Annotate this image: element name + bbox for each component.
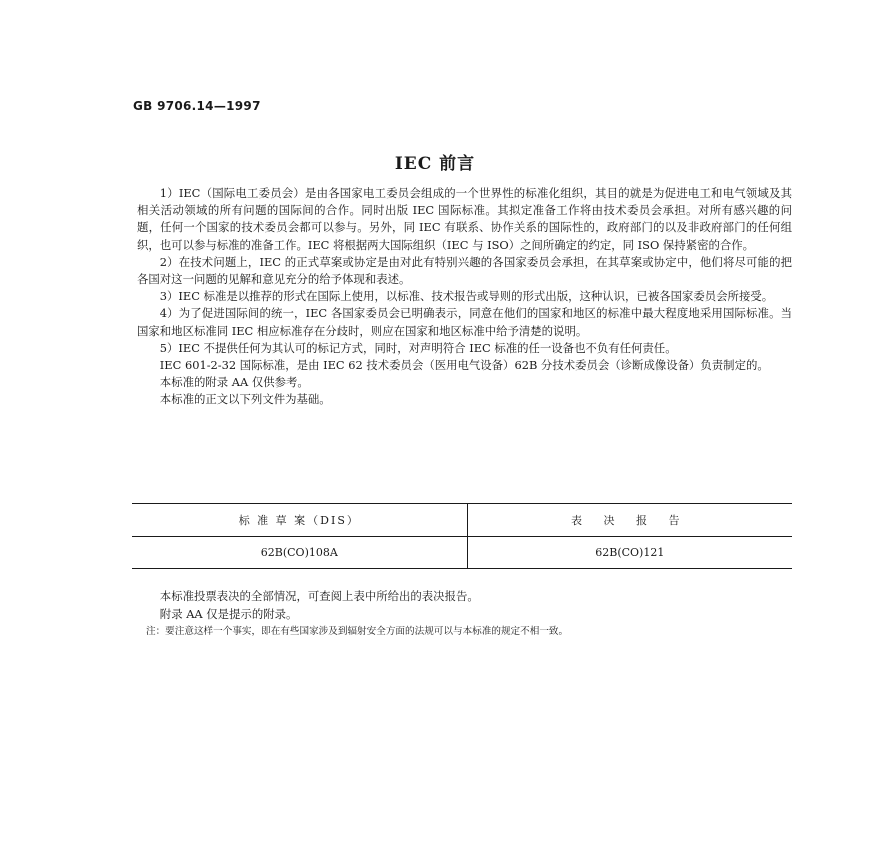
- paragraph-6: IEC 601-2-32 国际标准，是由 IEC 62 技术委员会（医用电气设备）62B 分技术委员会（诊断成像设备）负责制定的。: [159, 358, 769, 373]
- paragraph-2: 2）在技术问题上，IEC 的正式草案或协定是由对此有特别兴趣的各国家委员会承担，在其草案或协定中，他们将尽可能的把各国对这一问题的见解和意见充分的给予体现和表述。: [137, 254, 792, 287]
- page-title: IEC 前言: [394, 154, 476, 174]
- table-header-row: [132, 504, 792, 537]
- paragraph-3: 3）IEC 标准是以推荐的形式在国际上使用，以标准、技术报告或导则的形式出版，这种认识，已被各国家委员会所接受。: [159, 289, 774, 304]
- paragraph-1: 1）IEC（国际电工委员会）是由各国家电工委员会组成的一个世界性的标准化组织，其目的就是为促进电工和电气领域及其相关活动领域的所有问题的国际间的合作。同时出版 IEC 国际标准。其拟定准备工作将由技术委员会承担。对所有感兴趣的问题，任何一个国家的技术委员会都可以参与。另外，同 IEC 有联系、协作关系的国际性的，政府部门的以及非政府部门的任何组织，也可以参与标准的准备工作。IEC 将根据两大国际组织（IEC 与 ISO）之间所确定的约定，同 ISO 保持紧密的合作。: [137, 186, 792, 252]
- paragraph-8: 本标准的正文以下列文件为基础。: [159, 392, 331, 407]
- paragraph-4: 4）为了促进国际间的统一，IEC 各国家委员会已明确表示，同意在他们的国家和地区的标准中最大程度地采用国际标准。当国家和地区标准同 IEC 相应标准存在分歧时，则应在国家和地区标准中给予清楚的说明。: [137, 306, 792, 338]
- table-cell-voting-report: 62B(CO)121: [467, 537, 792, 569]
- table-header-voting-report: 表 决 报 告: [467, 504, 792, 537]
- paragraph-7: 本标准的附录 AA 仅供参考。: [159, 375, 309, 390]
- after-table-text: [137, 587, 792, 623]
- table-row: [132, 537, 792, 569]
- standard-number: GB 9706.14—1997: [133, 99, 261, 113]
- document-table: [132, 503, 792, 569]
- table-header-dis: 标 准 草 案（DIS）: [132, 504, 467, 537]
- paragraph-5: 5）IEC 不提供任何为其认可的标记方式，同时，对声明符合 IEC 标准的任一设备也不负有任何责任。: [159, 340, 677, 355]
- footnote: 注：要注意这样一个事实，即在有些国家涉及到辐射安全方面的法规可以与本标准的规定不相一致。: [146, 626, 569, 637]
- table-cell-dis: 62B(CO)108A: [132, 537, 467, 569]
- after-paragraph-1: 本标准投票表决的全部情况，可查阅上表中所给出的表决报告。: [159, 589, 479, 603]
- after-paragraph-2: 附录 AA 仅是提示的附录。: [159, 607, 298, 621]
- body-text: [137, 185, 792, 409]
